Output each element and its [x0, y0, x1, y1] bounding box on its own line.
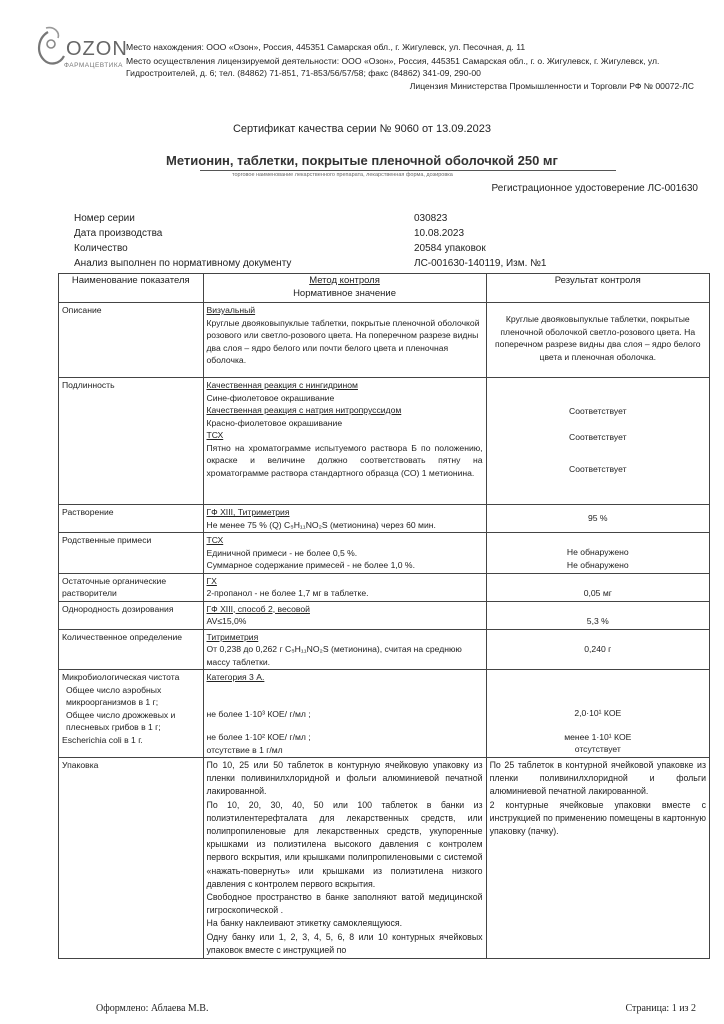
row-method: Категория 3 А. [206, 672, 265, 682]
row-result: Соответствует [569, 406, 627, 416]
row-name: Однородность дозирования [59, 601, 204, 629]
table-row [59, 758, 710, 959]
row-result: менее 1·10¹ КОЕ [564, 731, 632, 742]
row-result: 2 контурные ячейковые упаковки вместе с инструкцией по применению помещены в картонную упаковку (пачку). [489, 799, 706, 837]
row-result: Соответствует [569, 464, 627, 474]
row-name: Микробиологическая чистота [62, 672, 180, 682]
specification-table [58, 273, 710, 959]
row-method-cell [203, 533, 486, 574]
row-norm: Одну банку или 1, 2, 3, 4, 5, 6, 8 или 10 контурных ячейковых упаковок вместе с инструкцией по [206, 931, 483, 955]
company-address: Место нахождения: ООО «Озон», Россия, 445351 Самарская обл., г. Жигулевск, ул. Песочная, д. 11 [126, 42, 526, 52]
row-result: Не обнаружено [566, 559, 629, 570]
table-row [59, 629, 710, 670]
row-norm: Свободное пространство в банке заполняют ватой медицинской гигроскопической . [206, 892, 483, 916]
row-method-cell [203, 601, 486, 629]
header-method-cell [203, 274, 486, 303]
row-norm: Суммарное содержание примесей - не более 1,0 %. [206, 560, 415, 570]
row-method-cell [203, 303, 486, 378]
row-method-cell [203, 505, 486, 533]
row-method: ТСХ [206, 535, 224, 545]
company-activity-line1: Место осуществления лицензируемой деятельности: ООО «Озон», Россия, 445351 Самарская обл., г. о. Жигулевск, г. Жигулевск, ул. [126, 56, 660, 66]
table-row [59, 303, 710, 378]
registration-certificate: Регистрационное удостоверение ЛС-001630 [491, 183, 698, 194]
row-norm: По 10, 25 или 50 таблеток в контурную ячейковую упаковку из пленки поливинилхлоридной и фольги алюминиевой печатной лакированной. [206, 760, 483, 797]
info-value-date: 10.08.2023 [414, 228, 465, 239]
row-result: 2,0·10¹ КОЕ [574, 708, 622, 718]
row-method: Титриметрия [206, 631, 259, 642]
row-method: Качественная реакция с нингидрином [206, 380, 358, 390]
info-label-document: Анализ выполнен по нормативному документу [74, 258, 292, 269]
drug-underline [200, 170, 616, 171]
row-norm: Круглые двояковыпуклые таблетки, покрытые пленочной оболочкой розового или светло-розового цвета. На поперечном разрезе видны два слоя – ядро белого или почти белого цвета и пленочная оболочка. [206, 317, 480, 365]
row-result: 0,05 мг [486, 573, 709, 601]
row-norm: 2-пропанол - не более 1,7 мг в таблетке. [206, 588, 369, 598]
table-row [59, 505, 710, 533]
row-method-cell [203, 758, 486, 959]
row-name: Остаточные органические растворители [59, 573, 204, 601]
footer-prepared: Оформлено: Аблаева М.В. [96, 1003, 209, 1014]
row-name: Родственные примеси [59, 533, 204, 574]
row-name: Общее число аэробных микроорганизмов в 1 г; [66, 684, 162, 707]
row-name-cell [59, 670, 204, 758]
table-row [59, 533, 710, 574]
row-norm: От 0,238 до 0,262 г C₅H₁₁NO₂S (метионина), считая на среднюю массу таблетки. [206, 644, 462, 667]
table-row [59, 378, 710, 505]
row-name: Количественное определение [59, 629, 204, 670]
table-row [59, 601, 710, 629]
row-result: 95 % [486, 505, 709, 533]
row-result-cell [486, 670, 709, 758]
row-norm: отсутствие в 1 г/мл [206, 744, 283, 755]
header-norm: Нормативное значение [293, 287, 396, 299]
row-result-cell [486, 533, 709, 574]
row-method: Визуальный [206, 305, 256, 315]
row-result: отсутствует [574, 744, 621, 754]
header-result: Результат контроля [486, 274, 709, 303]
row-result: 5,3 % [486, 601, 709, 629]
row-norm: Красно-фиолетовое окрашивание [206, 417, 343, 428]
drug-caption: торговое наименование лекарственного препарата, лекарственная форма, дозировка [232, 172, 453, 178]
header-name: Наименование показателя [59, 274, 204, 303]
row-method: ГФ XIII, способ 2, весовой [206, 603, 310, 614]
row-name: Описание [59, 303, 204, 378]
row-method: ТСХ [206, 430, 224, 440]
row-method-cell [203, 378, 486, 505]
row-result: По 25 таблеток в контурной ячейковой упаковке из пленки поливинилхлоридной и фольги алюминиевой печатной лакированной. [489, 760, 706, 797]
info-value-batch: 030823 [414, 213, 448, 224]
company-activity-line2: Гидростроителей, д. 6; тел. (84862) 71-851, 71-853/56/57/58; факс (84862) 341-09, 290-00 [126, 68, 481, 78]
row-norm: По 10, 20, 30, 40, 50 или 100 таблеток в банки из полиэтилентерефталата для лекарственных средств, или полипропиленовые для лекарственных средств, укупоренные крышками из полиэтилена высокого давления с контролем первого вскрытия, или крышками полипропиленовыми с системой «нажать-повернуть» или крышками из полиэтилена низкого давления с контролем первого вскрытия. [206, 799, 483, 889]
row-name: Упаковка [59, 758, 204, 959]
row-method: ГХ [206, 575, 217, 586]
row-name: Escherichia coli в 1 г. [62, 734, 143, 745]
info-value-document: ЛС-001630-140119, Изм. №1 [414, 258, 547, 269]
row-norm: не более 1·10³ КОЕ/ г/мл ; [206, 708, 311, 719]
drug-name: Метионин, таблетки, покрытые пленочной оболочкой 250 мг [166, 153, 558, 168]
row-result: Круглые двояковыпуклые таблетки, покрытые пленочной оболочкой светло-розового цвета. На поперечном разрезе видны два слоя – ядро белого цвета и пленочная оболочка. [486, 303, 709, 378]
row-result: 0,240 г [486, 629, 709, 670]
row-norm: не более 1·10² КОЕ/ г/мл ; [206, 732, 311, 742]
company-license: Лицензия Министерства Промышленности и Торговли РФ № 00072-ЛС [409, 81, 694, 91]
info-label-date: Дата производства [74, 228, 163, 239]
info-label-quantity: Количество [74, 243, 128, 254]
row-norm: AV≤15,0% [206, 616, 247, 626]
info-label-batch: Номер серии [74, 213, 135, 224]
table-header-row [59, 274, 710, 303]
logo-text: OZON [66, 38, 128, 60]
row-result: Соответствует [569, 431, 627, 442]
row-norm: Сине-фиолетовое окрашивание [206, 392, 335, 403]
row-result-cell [486, 758, 709, 959]
row-method-cell [203, 629, 486, 670]
header-method: Метод контроля [309, 275, 380, 286]
row-name: Подлинность [59, 378, 204, 505]
row-method: ГФ XIII, Титриметрия [206, 507, 290, 517]
row-method: Качественная реакция с натрия нитропруссидом [206, 405, 402, 415]
row-name: Растворение [59, 505, 204, 533]
footer-page-number: Страница: 1 из 2 [625, 1003, 696, 1014]
row-name: Общее число дрожжевых и плесневых грибов в 1 г; [66, 709, 176, 732]
row-method-cell [203, 670, 486, 758]
row-result: Не обнаружено [566, 547, 629, 557]
row-method-cell [203, 573, 486, 601]
table-row [59, 573, 710, 601]
row-norm: На банку наклеивают этикетку самоклеящуюся. [206, 918, 403, 929]
certificate-title: Сертификат качества серии № 9060 от 13.09.2023 [232, 123, 492, 135]
row-norm: Не менее 75 % (Q) C₅H₁₁NO₂S (метионина) через 60 мин. [206, 519, 436, 530]
table-row [59, 670, 710, 758]
row-result-cell [486, 378, 709, 505]
row-norm: Единичной примеси - не более 0,5 %. [206, 547, 358, 558]
logo-subtitle: ФАРМАЦЕВТИКА [64, 62, 123, 69]
row-norm: Пятно на хроматограмме испытуемого раствора Б по положению, окраске и величине должно соответствовать пятну на хроматограмме раствора стандартного образца (СО) 1 метионина. [206, 442, 483, 478]
info-value-quantity: 20584 упаковок [414, 243, 486, 254]
